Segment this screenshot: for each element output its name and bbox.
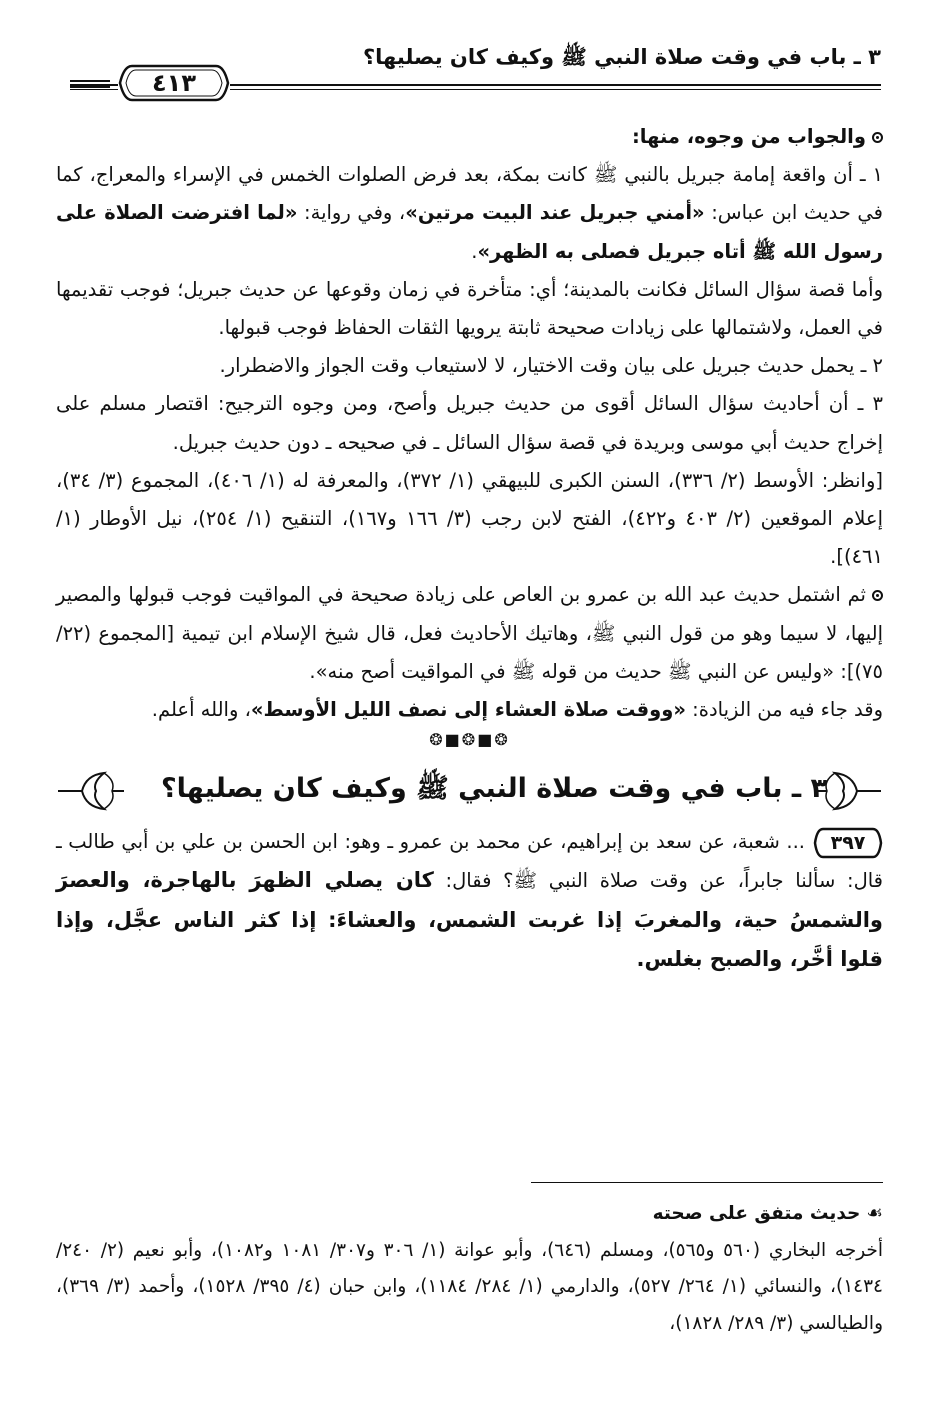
footnote-rule: [531, 1182, 883, 1183]
paragraph-ibn-amr: ثم اشتمل حديث عبد الله بن عمرو بن العاص على زيادة صحيحة في المواقيت فوجب قبولها والمصير إليها، لا سيما وهو من قول النبي ﷺ، وهاتيك الأحاديث فعل، قال شيخ الإسلام ابن تيمية [المجموع (٢٢/ ٧٥)]: «وليس عن النبي ﷺ حديث من قوله ﷺ في المواقيت أصح منه».: [56, 583, 883, 683]
footnote-text: أخرجه البخاري (٥٦٠ و٥٦٥)، ومسلم (٦٤٦)، وأبو عوانة (١/ ٣٠٦ و٣٠٧/ ١٠٨١ و١٠٨٢)، وأبو نعيم (٢/ ٢٤٠/ ١٤٣٤)، والنسائي (١/ ٢٦٤/ ٥٢٧)، والدارمي (١/ ٢٨٤/ ١١٨٤)، وابن حبان (٤/ ٣٩٥/ ١٥٢٨)، وأحمد (٣/ ٣٦٩)، والطيالسي (٣/ ٢٨٩/ ١٨٢٨)،: [56, 1239, 883, 1334]
hadith-397: [56, 823, 883, 979]
ornament-line: [70, 86, 110, 88]
footnotes: [56, 1186, 883, 1342]
hadith-number: ٣٩٧: [830, 831, 866, 854]
hadith-isnad: ... شعبة، عن سعد بن إبراهيم، عن محمد بن عمرو ـ وهو: ابن الحسن بن علي بن أبي طالب ـ قال: سألنا جابراً، عن وقت صلاة النبي ﷺ؟ فقال:: [56, 830, 884, 893]
section-divider-ornament: ❂■❂■❂: [429, 730, 510, 750]
bullet-icon: [872, 590, 883, 601]
main-text: [56, 118, 883, 979]
paragraph-ziyada: وقد جاء فيه من الزيادة: «ووقت صلاة العشاء إلى نصف الليل الأوسط»، والله أعلم.: [151, 698, 883, 722]
footnote-mark-icon: ☙: [866, 1203, 883, 1224]
point-3: ٣ ـ أن أحاديث سؤال السائل أقوى من حديث جبريل وأصح، ومن وجوه الترجيح: اقتصار مسلم على إخراج حديث أبي موسى وبريدة في قصة سؤال السائل ـ في صحيحه ـ دون حديث جبريل.: [56, 392, 883, 454]
page-number-frame: [118, 64, 230, 102]
bullet-icon: [872, 132, 883, 143]
hadith-matn: كان يصلي الظهرَ بالهاجرة، والعصرَ والشمسُ حية، والمغربَ إذا غربت الشمس، والعشاءَ: إذا كثر الناس عجَّل، وإذا قلوا أخَّر، والصبح بغلس.: [56, 868, 883, 971]
flourish-left-icon: [56, 769, 126, 813]
section-heading: [56, 763, 883, 819]
header-title: ٣ ـ باب في وقت صلاة النبي ﷺ وكيف كان يصليها؟: [362, 45, 881, 69]
footnote-title: ☙حديث متفق على صحته: [56, 1196, 883, 1233]
references: [وانظر: الأوسط (٢/ ٣٣٦)، السنن الكبرى للبيهقي (١/ ٣٧٢)، والمعرفة له (١/ ٤٠٦)، المجموع (٣/ ٣٤)، إعلام الموقعين (٢/ ٤٠٣ و٤٢٢)، الفتح لابن رجب (٣/ ١٦٦ و١٦٧)، التنقيح (١/ ٢٥٤)، نيل الأوطار (١/ ٤٦١)].: [56, 468, 883, 569]
hadith-number-badge: [813, 827, 883, 859]
page-number-ornament: [70, 64, 260, 104]
section-title: ٣ ـ باب في وقت صلاة النبي ﷺ وكيف كان يصليها؟: [160, 773, 827, 805]
ornament-line: [70, 80, 110, 82]
running-header: [70, 40, 881, 102]
answer-intro: والجواب من وجوه، منها:: [56, 118, 883, 156]
paragraph-story: وأما قصة سؤال السائل فكانت بالمدينة؛ أي: متأخرة في زمان وقوعها عن حديث جبريل؛ فوجب تقديمها في العمل، ولاشتمالها على زيادات صحيحة ثابتة يرويها الثقات الحفاظ فوجب قبولها.: [56, 277, 883, 340]
point-1: ١ ـ أن واقعة إمامة جبريل بالنبي ﷺ كانت بمكة، بعد فرض الصلوات الخمس في الإسراء والمعراج، كما في حديث ابن عباس: «أمني جبريل عند البيت مرتين»، وفي رواية: «لما افترضت الصلاة على رسول الله ﷺ أتاه جبريل فصلى به الظهر».: [56, 163, 883, 263]
point-2: ٢ ـ يحمل حديث جبريل على بيان وقت الاختيار، لا لاستيعاب وقت الجواز والاضطرار.: [219, 354, 883, 378]
page-number: ٤١٣: [152, 69, 196, 97]
